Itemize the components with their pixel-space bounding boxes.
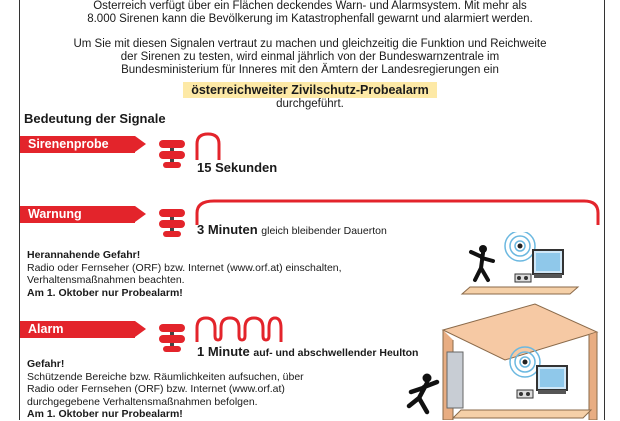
signal-label: Warnung bbox=[28, 207, 82, 221]
duration-description: gleich bleibender Dauerton bbox=[261, 225, 387, 237]
intro-line-3: Um Sie mit diesen Signalen vertraut zu machen und gleichzeitig die Funktion und Reichweite bbox=[73, 38, 547, 50]
signal-bar-sirenenprobe bbox=[20, 136, 135, 153]
intro-paragraph-1 bbox=[0, 0, 620, 26]
warnung-line-1: Radio oder Fernseher (ORF) bzw. Internet (www.orf.at) einschalten, bbox=[27, 261, 342, 274]
signal-bar-alarm bbox=[20, 321, 135, 338]
alarm-line-1: Schützende Bereiche bzw. Räumlichkeiten aufsuchen, über bbox=[27, 370, 304, 383]
duration-value: 15 Sekunden bbox=[197, 160, 278, 175]
probealarm-highlight: österreichweiter Zivilschutz-Probealarm bbox=[183, 82, 437, 98]
section-title: Bedeutung der Signale bbox=[24, 111, 166, 126]
duration-alarm bbox=[197, 344, 418, 359]
alarm-note: Am 1. Oktober nur Probealarm! bbox=[27, 408, 183, 420]
siren-icon bbox=[155, 320, 189, 356]
bar-arrow-icon bbox=[135, 136, 146, 152]
wave-oscillating-icon bbox=[194, 314, 284, 344]
siren-icon bbox=[155, 205, 189, 241]
intro-line-5: Bundesministerium für Inneres mit den Ämtern der Landesregierungen ein bbox=[121, 64, 499, 76]
duration-warnung bbox=[197, 222, 387, 237]
warnung-note: Am 1. Oktober nur Probealarm! bbox=[27, 286, 183, 299]
duration-value: 3 Minuten bbox=[197, 222, 258, 237]
duration-sirenenprobe bbox=[197, 160, 277, 175]
intro-line-1: Österreich verfügt über ein Flächen deckendes Warn- und Alarmsystem. Mit mehr als bbox=[93, 0, 527, 12]
alarm-heading: Gefahr! bbox=[27, 358, 65, 370]
warnung-line-2: Verhaltensmaßnahmen beachten. bbox=[27, 274, 185, 286]
signal-bar-warnung bbox=[20, 206, 135, 223]
warnung-scene-illustration bbox=[460, 232, 580, 297]
alarm-text bbox=[27, 358, 304, 421]
alarm-line-2: Radio oder Fernsehen (ORF) bzw. Internet (www.orf.at) bbox=[27, 383, 285, 395]
intro-line-2: 8.000 Sirenen kann die Bevölkerung im Katastrophenfall gewarnt und alarmiert werden. bbox=[87, 13, 533, 25]
intro-line-4: der Sirenen zu testen, wird einmal jährlich von der Bundeswarnzentrale im bbox=[120, 51, 500, 63]
highlight-wrap bbox=[0, 81, 620, 99]
warnung-text bbox=[27, 249, 342, 299]
wave-short-icon bbox=[194, 130, 224, 162]
signal-label: Sirenenprobe bbox=[28, 137, 109, 151]
duration-value: 1 Minute bbox=[197, 344, 250, 359]
alarm-line-3: durchgegebene Verhaltensmaßnahmen befolgen. bbox=[27, 395, 258, 408]
warnung-heading: Herannahende Gefahr! bbox=[27, 249, 141, 261]
duration-description: auf- und abschwellender Heulton bbox=[253, 347, 419, 359]
intro-after: durchgeführt. bbox=[276, 98, 344, 110]
alarm-house-illustration bbox=[405, 300, 600, 420]
bar-arrow-icon bbox=[135, 206, 146, 222]
siren-icon bbox=[155, 136, 189, 172]
signal-label: Alarm bbox=[28, 322, 64, 336]
bar-arrow-icon bbox=[135, 321, 146, 337]
intro-paragraph-2 bbox=[0, 38, 620, 77]
